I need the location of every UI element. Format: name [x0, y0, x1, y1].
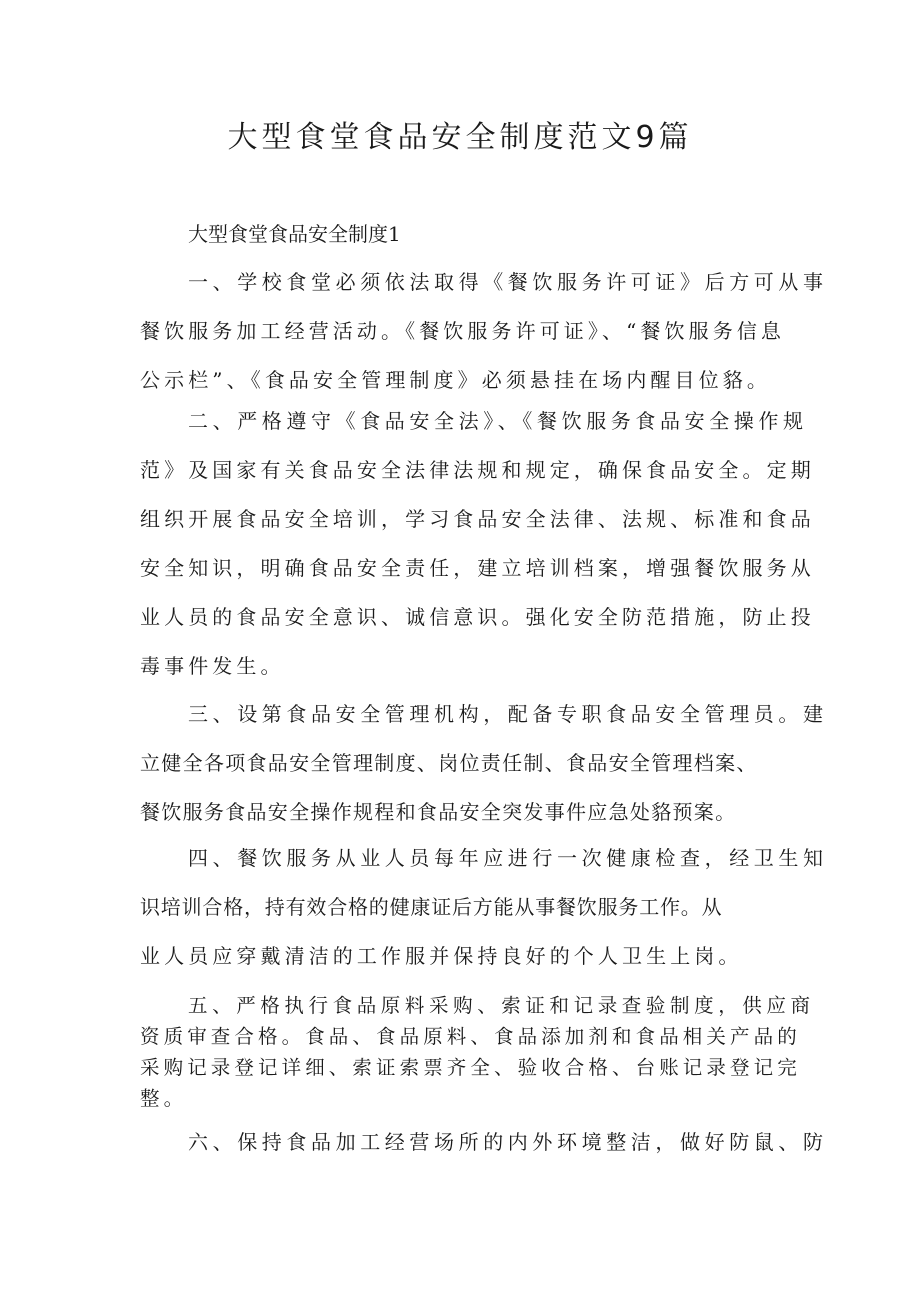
paragraph-line: 公示栏”、《食品安全管理制度》必须悬挂在场内醒目位貉。: [140, 368, 771, 392]
paragraph-line: 五、严格执行食品原料采购、索证和记录查验制度，供应商: [188, 994, 815, 1017]
paragraph-line: 六、保持食品加工经营场所的内外环境整洁，做好防鼠、防: [188, 1130, 828, 1154]
paragraph-4: [140, 834, 828, 981]
paragraph-line: 业人员的食品安全意识、诚信意识。强化安全防范措施，防止投: [140, 605, 815, 629]
paragraph-line: 组织开展食品安全培训，学习食品安全法律、法规、标准和食品: [140, 507, 815, 531]
paragraph-line: 安全知识，明确食品安全责任，建立培训档案，增强餐饮服务从: [140, 556, 815, 580]
paragraph-line: 一、学校食堂必须依法取得《餐饮服务许可证》后方可从事: [188, 270, 828, 294]
paragraph-line: 整。: [140, 1087, 188, 1110]
paragraph-line: 餐饮服务食品安全操作规程和食品安全突发事件应急处貉预案。: [140, 800, 737, 824]
paragraph-1: [140, 258, 828, 405]
section-heading: [140, 210, 790, 259]
paragraph-3: [140, 690, 828, 837]
paragraph-line: 识培训合格，持有效合格的健康证后方能从事餐饮服务工作。从: [140, 895, 723, 919]
document-title: 大型食堂食品安全制度范文9篇: [227, 120, 693, 155]
paragraph-2: [140, 397, 815, 691]
paragraph-line: 立健全各项食品安全管理制度、岗位责任制、食品安全管理档案、: [140, 751, 758, 775]
paragraph-5: [140, 990, 815, 1114]
paragraph-line: 业人员应穿戴清洁的工作服并保持良好的个人卫生上岗。: [140, 944, 743, 968]
paragraph-line: 二、严格遵守《食品安全法》、《餐饮服务食品安全操作规: [188, 409, 808, 433]
paragraph-line: 三、设第食品安全管理机构，配备专职食品安全管理员。建: [188, 702, 828, 726]
paragraph-line: 餐饮服务加工经营活动。《餐饮服务许可证》、“餐饮服务信息: [140, 319, 786, 343]
paragraph-line: 范》及国家有关食品安全法律法规和规定，确保食品安全。定期: [140, 458, 815, 482]
paragraph-line: 采购记录登记详细、索证索票齐全、验收合格、台账记录登记完: [140, 1056, 801, 1079]
paragraph-line: 四、餐饮服务从业人员每年应进行一次健康检查，经卫生知: [188, 846, 828, 870]
paragraph-line: 毒事件发生。: [140, 654, 285, 678]
paragraph-6: [140, 1118, 828, 1167]
section-heading-text: 大型食堂食品安全制度1: [188, 222, 401, 246]
paragraph-line: 资质审查合格。食品、食品原料、食品添加剂和食品相关产品的: [140, 1025, 801, 1048]
